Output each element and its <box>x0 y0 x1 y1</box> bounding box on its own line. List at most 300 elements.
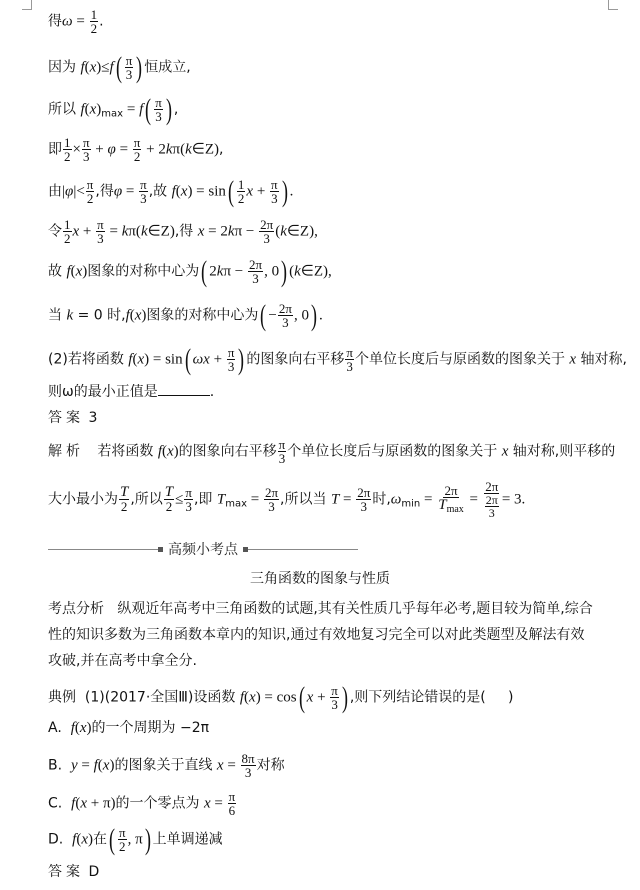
line-inequality <box>48 50 191 84</box>
line-symmetry-center <box>48 254 332 288</box>
fraction-one-half <box>63 136 72 163</box>
phi: φ <box>107 141 116 158</box>
func-f: f <box>70 720 75 736</box>
text: 轴对称,则平移的 <box>508 443 616 460</box>
denominator: 3 <box>360 499 368 514</box>
equals: = <box>210 795 227 812</box>
text: 因为 <box>48 59 81 76</box>
fraction-2pi-3 <box>278 302 293 329</box>
plus-pi: + π) <box>86 795 116 812</box>
plus: + 2 <box>142 141 166 158</box>
divider-label: 高频小考点 <box>168 542 238 558</box>
crop-mark-right <box>608 0 618 10</box>
denominator: 3 <box>83 149 90 164</box>
denominator: 2 <box>64 149 71 164</box>
text: 的图象向右平移 <box>178 443 277 460</box>
func-f: f <box>171 183 176 200</box>
equals: = <box>72 13 89 30</box>
big-paren-close: ) <box>310 298 317 332</box>
fraction-8pi-3 <box>241 752 256 779</box>
minus: − <box>268 307 277 324</box>
big-paren-open: ( <box>115 50 122 84</box>
paren: ( <box>132 351 138 368</box>
var-x: x <box>166 443 174 460</box>
equals-cos: ) = cos <box>255 689 297 706</box>
numerator: T <box>120 484 129 500</box>
var-x: x <box>80 795 87 812</box>
numerator: π <box>97 217 104 232</box>
numerator: 1 <box>237 177 245 192</box>
numerator: 2π <box>260 217 274 232</box>
fraction-pi-2 <box>118 826 127 853</box>
abs-phi: | <box>62 183 66 200</box>
big-paren-close: ) <box>341 680 348 714</box>
text: ,得 <box>174 223 198 240</box>
denominator: 2 <box>133 149 141 164</box>
analysis-label: 解析 <box>48 443 84 460</box>
fraction-pi-3 <box>278 438 287 465</box>
var-x: x <box>89 59 97 76</box>
line-k-zero <box>48 298 323 332</box>
denominator: 3 <box>227 359 235 374</box>
equals: = <box>247 491 263 508</box>
denominator: 3 <box>268 499 275 514</box>
period: . <box>318 307 323 324</box>
fraction-pi-3 <box>96 218 105 245</box>
denominator: 2 <box>237 191 245 206</box>
line-fmax <box>48 92 179 126</box>
omega-symbol: ω <box>62 13 73 30</box>
denominator: 3 <box>346 359 353 374</box>
numerator: 2π <box>278 301 292 316</box>
exam-analysis-text: 纵观近年高考中三角函数的试题,其有关性质几乎每年必考,题目较为简单,综合性的知识多数为三角函数本章内的知识,通过有效地复习完全可以对此类题型及解法有效攻破,并在高考中拿全分. <box>48 601 593 669</box>
numerator: π <box>271 177 278 192</box>
equals: = <box>122 183 139 200</box>
var-k: k <box>216 263 224 280</box>
var-k: k <box>294 263 301 280</box>
big-paren-open: ( <box>227 174 234 208</box>
numerator: 1 <box>64 135 71 150</box>
denominator: 2 <box>90 21 98 36</box>
big-paren-open: ( <box>298 680 305 714</box>
func-f: f <box>139 101 144 118</box>
text: 令 <box>48 223 62 240</box>
pi-minus: π − <box>223 263 248 280</box>
fraction-T-2 <box>119 486 129 513</box>
option-d <box>48 822 223 856</box>
subscript-max: max <box>101 108 124 120</box>
paren: ) <box>96 101 102 118</box>
answer-label: 答案 <box>48 410 84 426</box>
big-paren-close: ) <box>281 254 288 288</box>
var-x: x <box>216 757 224 774</box>
text: ) <box>508 689 514 706</box>
exam-analysis-paragraph <box>48 596 598 674</box>
numerator: π <box>185 485 192 500</box>
numerator: 2π <box>357 485 371 500</box>
option-a <box>48 718 209 738</box>
crop-mark-left <box>22 0 32 10</box>
var-x: x <box>180 183 188 200</box>
times: × <box>72 141 81 158</box>
paren: ( <box>74 720 80 736</box>
option-label: B. <box>48 757 63 774</box>
exam-analysis-label: 考点分析 <box>48 601 104 617</box>
big-paren-close: ) <box>281 174 288 208</box>
equals: = <box>465 491 482 508</box>
text: 的图象向右平移 <box>246 351 345 368</box>
var-x: x <box>75 263 83 280</box>
denominator: 2 <box>64 231 71 246</box>
line-omega-result <box>48 8 104 35</box>
paren: ( <box>70 263 76 280</box>
paren: ( <box>244 689 250 706</box>
line-blank <box>48 382 214 402</box>
denominator: 3 <box>244 765 252 780</box>
text: ,所以 <box>130 491 163 508</box>
denominator: 3 <box>278 451 286 466</box>
option-c <box>48 790 237 817</box>
comma-zero: , 0 <box>293 307 309 324</box>
denominator: $\frac{2\pi}{3}$ <box>485 493 498 520</box>
fraction-pi-3 <box>184 486 193 513</box>
line-question-2 <box>48 342 627 376</box>
equals: = <box>223 757 240 774</box>
option-label: A. <box>48 720 62 736</box>
answer-value: 3 <box>88 410 98 426</box>
var-y: y <box>70 757 78 774</box>
equals: = <box>123 101 140 118</box>
text: (2)若将函数 <box>48 351 129 368</box>
var-k: k <box>165 141 173 158</box>
plus: + <box>253 183 270 200</box>
text: 个单位长度后与原函数的图象关于 <box>287 443 502 460</box>
answer-line <box>48 408 97 428</box>
numerator: π <box>82 135 90 150</box>
numerator: 1 <box>90 7 98 22</box>
text: 所以 <box>48 101 81 118</box>
paren: ( <box>75 795 81 812</box>
numerator: 2π <box>249 257 263 272</box>
fraction-2pi-3 <box>259 218 274 245</box>
phi: φ <box>65 183 74 200</box>
in-z: ∈Z), <box>300 263 332 280</box>
func-f: f <box>109 59 114 76</box>
big-paren-close: ) <box>165 92 172 126</box>
answer-blank <box>158 382 210 396</box>
denominator: 2 <box>165 499 173 514</box>
numerator: π <box>125 53 133 68</box>
big-paren-open: ( <box>145 92 152 126</box>
var-T: T <box>216 491 226 508</box>
var-x: x <box>137 351 145 368</box>
pi-minus: π − <box>234 223 259 240</box>
paren: )≤ <box>96 59 110 76</box>
fraction-pi-3 <box>345 346 354 373</box>
option-text: 的一个零点为 <box>115 795 204 812</box>
denominator: 3 <box>263 231 270 246</box>
numerator: 2π <box>264 485 279 500</box>
paren: ( <box>289 263 295 280</box>
paren: ) <box>173 443 179 460</box>
period: . <box>99 13 104 30</box>
numerator: 2π <box>485 479 499 494</box>
text: ,则下列结论错误的是( <box>349 689 486 706</box>
text: (1)(2017·全国Ⅲ)设函数 <box>84 689 240 706</box>
big-paren-open: ( <box>260 298 267 332</box>
paren: ( <box>161 443 167 460</box>
omega: ω <box>390 491 402 508</box>
var-x: x <box>79 720 87 736</box>
fraction-pi-3 <box>125 54 134 81</box>
answer-label: 答案 <box>48 864 84 880</box>
denominator: 3 <box>271 191 278 206</box>
var-x: x <box>134 307 142 324</box>
paren: ) <box>109 757 115 774</box>
var-x: x <box>81 831 88 848</box>
equals: = <box>339 491 356 508</box>
line-equation <box>48 136 223 163</box>
phi: φ <box>113 183 123 200</box>
var-T: T <box>330 491 340 508</box>
plus: + <box>79 223 96 240</box>
var-x: x <box>72 223 80 240</box>
big-paren-close: ) <box>238 342 245 376</box>
line-let <box>48 218 318 245</box>
text: 得 <box>48 13 62 30</box>
text: 大小最小为 <box>48 491 118 508</box>
fraction-one-half <box>90 8 99 35</box>
equals: = <box>115 141 132 158</box>
func-f: f <box>80 101 85 118</box>
numerator: 1 <box>64 217 71 232</box>
text: 图象的对称中心为 <box>146 307 259 324</box>
analysis-line-1 <box>48 438 615 465</box>
denominator: 6 <box>228 803 236 818</box>
var-k: k <box>185 141 192 158</box>
fraction-2pi-over-2pi3 <box>483 480 501 519</box>
text: 由 <box>48 183 62 200</box>
example-label: 典例 <box>48 689 76 706</box>
option-label: D. <box>48 831 64 848</box>
section-divider <box>48 542 358 556</box>
denominator: 3 <box>185 499 192 514</box>
comma-zero: , 0 <box>264 263 280 280</box>
var-x: x <box>203 795 211 812</box>
var-x: x <box>89 101 97 118</box>
equals-sin: ) = sin <box>187 183 226 200</box>
in-z: ∈Z) <box>147 223 175 240</box>
denominator: 3 <box>282 315 289 330</box>
subscript-min: min <box>401 498 421 510</box>
fraction-pi-3 <box>270 178 279 205</box>
omega-x: ωx <box>192 351 210 368</box>
fraction-pi-3 <box>139 178 148 205</box>
var-k: k <box>227 223 235 240</box>
formula-fx-le: f <box>80 59 85 76</box>
func-f: f <box>66 263 71 280</box>
numerator: π <box>331 683 338 698</box>
numerator: π <box>228 789 236 804</box>
equals-sin: ) = sin <box>144 351 183 368</box>
option-text: 对称 <box>256 757 285 774</box>
numerator: π <box>118 825 126 840</box>
func-f: f <box>72 831 77 848</box>
fraction-one-half <box>63 218 72 245</box>
pi: π( <box>128 223 141 240</box>
paren: ( <box>84 59 90 76</box>
numerator: π <box>133 135 141 150</box>
denominator: 2 <box>120 499 128 514</box>
var-x: x <box>246 183 254 200</box>
text: 故 <box>48 263 67 280</box>
paren: ( <box>175 183 181 200</box>
equals: = <box>420 491 437 508</box>
option-text: 的一个周期为 −2π <box>91 720 210 736</box>
var-k: k <box>280 223 287 240</box>
comma-pi: , π <box>127 831 143 848</box>
var-x: x <box>501 443 509 460</box>
option-label: C. <box>48 795 63 812</box>
func-f: f <box>93 757 98 774</box>
numerator: π <box>346 345 353 360</box>
denominator: 2 <box>86 191 94 206</box>
denominator: 3 <box>252 271 259 286</box>
plus: + <box>313 689 330 706</box>
subscript-max: max <box>225 498 247 510</box>
var-x: x <box>306 689 314 706</box>
paren: ( <box>275 223 281 240</box>
func-f: f <box>239 689 245 706</box>
denominator: 2 <box>119 839 126 854</box>
fraction-pi-3 <box>330 684 339 711</box>
paren: ) <box>86 720 92 736</box>
var-k: k <box>121 223 129 240</box>
paren: ) <box>87 831 93 848</box>
numerator: π <box>278 437 286 452</box>
final-answer-line <box>48 862 99 882</box>
text: 个单位长度后与原函数的图象关于 <box>354 351 570 368</box>
plus: + <box>209 351 226 368</box>
line-phi-result <box>48 174 294 208</box>
denominator: 3 <box>140 191 147 206</box>
paren: ) <box>141 307 147 324</box>
denominator: 3 <box>97 231 104 246</box>
denominator: 3 <box>125 67 133 82</box>
fraction-2pi-3 <box>248 258 263 285</box>
numerator: 8π <box>241 751 255 766</box>
func-f: f <box>128 351 133 368</box>
text: = 0 时, <box>73 307 126 324</box>
var-x: x <box>197 223 205 240</box>
option-text: 的图象关于直线 <box>114 757 217 774</box>
text: 恒成立, <box>144 59 191 76</box>
paren: ( <box>76 831 82 848</box>
text: 即 <box>48 141 62 158</box>
text: , <box>173 101 179 118</box>
in-z: ∈Z), <box>286 223 318 240</box>
divider-rule-right <box>248 549 358 550</box>
text: ,得 <box>95 183 114 200</box>
fraction-pi-3 <box>154 96 163 123</box>
denominator: 3 <box>331 697 338 712</box>
denominator: $T_{max}$ <box>438 496 464 515</box>
paren: ) <box>82 263 88 280</box>
text: , <box>219 141 224 158</box>
period: . <box>289 183 294 200</box>
text: 图象的对称中心为 <box>87 263 200 280</box>
result: = 3. <box>501 491 526 508</box>
option-b <box>48 752 285 779</box>
plus: + <box>91 141 108 158</box>
numerator: T <box>164 484 174 500</box>
var-x: x <box>102 757 110 774</box>
var-k: k <box>66 307 74 324</box>
option-text: 上单调递减 <box>152 831 223 848</box>
paren: ( <box>129 307 135 324</box>
pi: π( <box>172 141 186 158</box>
text: 若将函数 <box>97 443 158 460</box>
numerator: 2π <box>444 482 458 498</box>
big-paren-open: ( <box>108 822 115 856</box>
text: 当 <box>48 307 67 324</box>
fraction-pi-2 <box>133 136 142 163</box>
fraction-pi-3 <box>227 346 236 373</box>
numerator: π <box>140 177 147 192</box>
text: 则ω的最小正值是 <box>48 384 158 400</box>
two: 2 <box>209 263 217 280</box>
text: 时, <box>372 491 391 508</box>
big-paren-open: ( <box>184 342 191 376</box>
fraction-pi-6 <box>228 790 237 817</box>
example-line <box>48 680 514 714</box>
equals: = <box>77 757 94 774</box>
equals: = <box>105 223 122 240</box>
in-z: ∈Z) <box>191 141 219 158</box>
numerator: π <box>86 177 94 192</box>
text: ,即 <box>193 491 217 508</box>
period: . <box>209 384 215 400</box>
var-x: x <box>569 351 577 368</box>
fraction-2pi-3 <box>356 486 371 513</box>
func-f: f <box>157 443 162 460</box>
option-text: 在 <box>92 831 107 848</box>
fraction-2pi-Tmax <box>437 484 465 516</box>
fraction-2pi-3 <box>264 486 279 513</box>
text: ,故 <box>148 183 172 200</box>
big-paren-close: ) <box>136 50 143 84</box>
big-paren-close: ) <box>144 822 151 856</box>
var-x: x <box>249 689 256 706</box>
divider-rule-left <box>48 549 158 550</box>
func-f: f <box>125 307 130 324</box>
section-title: 三角函数的图象与性质 <box>250 571 390 587</box>
numerator: π <box>227 345 235 360</box>
fraction-one-half <box>237 178 246 205</box>
text: ,所以当 <box>280 491 331 508</box>
le: ≤ <box>175 491 184 508</box>
fraction-T-2 <box>164 486 174 513</box>
analysis-line-2 <box>48 480 525 519</box>
denominator: 3 <box>155 109 162 124</box>
answer-value: D <box>88 864 100 880</box>
fraction-pi-2 <box>86 178 95 205</box>
text: 轴对称, <box>576 351 627 368</box>
paren: ( <box>97 757 103 774</box>
var-k: k <box>140 223 148 240</box>
less-than: |< <box>73 183 85 200</box>
paren: ( <box>84 101 90 118</box>
